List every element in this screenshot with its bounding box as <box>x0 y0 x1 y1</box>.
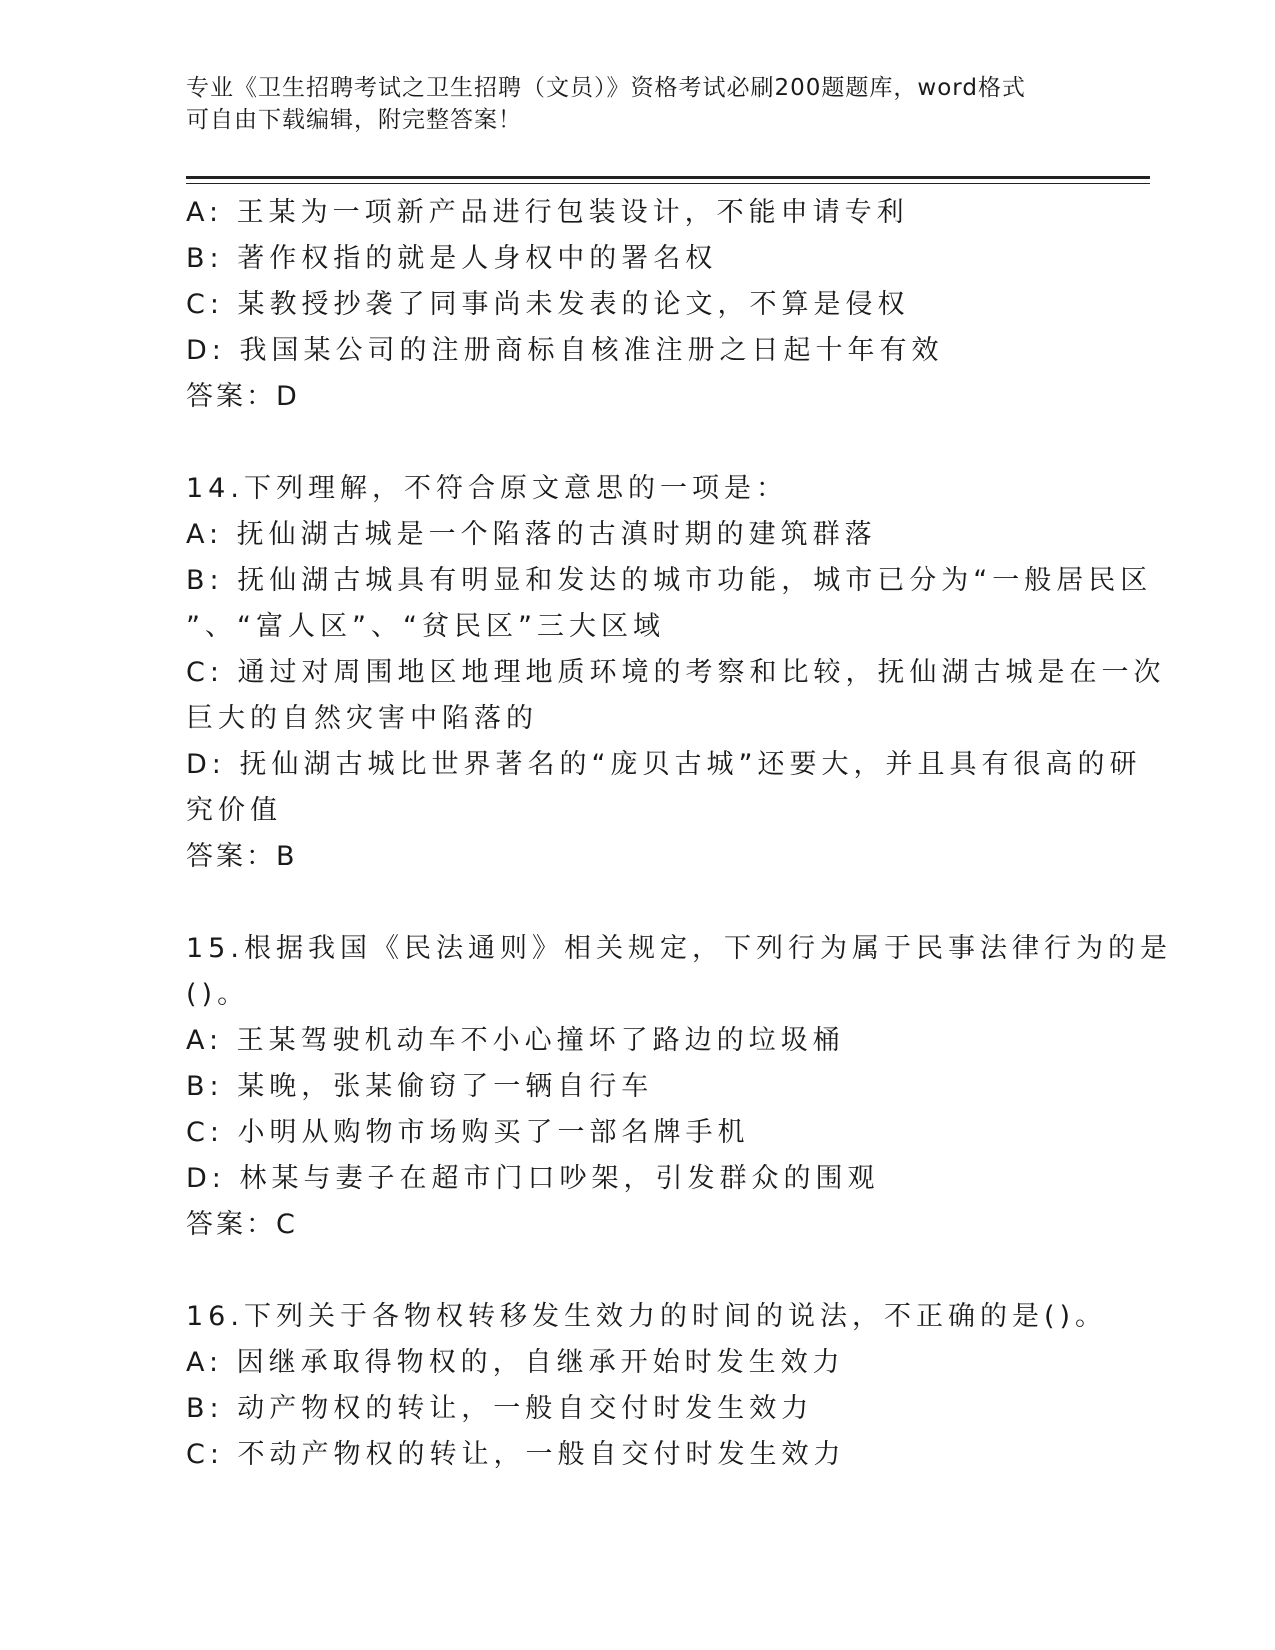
option-b: B: 抚仙湖古城具有明显和发达的城市功能，城市已分为“一般居民区 <box>186 565 1153 596</box>
header-divider-thin <box>186 183 1150 184</box>
question-stem: 15.根据我国《民法通则》相关规定，下列行为属于民事法律行为的是 <box>186 933 1172 964</box>
question-stem: 16.下列关于各物权转移发生效力的时间的说法，不正确的是()。 <box>186 1301 1108 1332</box>
answer: 答案：D <box>186 381 300 412</box>
spacer <box>186 1248 1086 1294</box>
header-divider-thick <box>186 176 1150 179</box>
question-13 <box>186 190 1086 420</box>
option-c: C: 小明从购物市场购买了一部名牌手机 <box>186 1117 750 1148</box>
option-d: D: 我国某公司的注册商标自核准注册之日起十年有效 <box>186 335 944 366</box>
option-d: D: 抚仙湖古城比世界著名的“庞贝古城”还要大，并且具有很高的研 <box>186 749 1142 780</box>
option-d: D: 林某与妻子在超市门口吵架，引发群众的围观 <box>186 1163 880 1194</box>
header-title-line-1: 专业《卫生招聘考试之卫生招聘（文员）》资格考试必刷200题题库，word格式 <box>186 75 1026 101</box>
option-c: C: 不动产物权的转让，一般自交付时发生效力 <box>186 1439 846 1470</box>
option-d-continued: 究价值 <box>186 795 282 826</box>
document-header <box>186 72 1086 136</box>
answer: 答案：C <box>186 1209 298 1240</box>
option-c: C: 某教授抄袭了同事尚未发表的论文，不算是侵权 <box>186 289 910 320</box>
option-c-continued: 巨大的自然灾害中陷落的 <box>186 703 538 734</box>
question-stem: 14.下列理解，不符合原文意思的一项是： <box>186 473 788 504</box>
question-16 <box>186 1294 1108 1478</box>
option-b-continued: ”、“富人区”、“贫民区”三大区域 <box>186 611 665 642</box>
spacer <box>186 880 1086 926</box>
option-a: A: 王某为一项新产品进行包装设计，不能申请专利 <box>186 197 909 228</box>
question-14 <box>186 466 1166 880</box>
spacer <box>186 420 1086 466</box>
option-b: B: 著作权指的就是人身权中的署名权 <box>186 243 718 274</box>
option-c: C: 通过对周围地区地理地质环境的考察和比较，抚仙湖古城是在一次 <box>186 657 1166 688</box>
option-b: B: 动产物权的转让，一般自交付时发生效力 <box>186 1393 814 1424</box>
option-a: A: 抚仙湖古城是一个陷落的古滇时期的建筑群落 <box>186 519 877 550</box>
answer: 答案：B <box>186 841 298 872</box>
header-title-line-2: 可自由下载编辑，附完整答案！ <box>186 107 522 133</box>
option-b: B: 某晚，张某偷窃了一辆自行车 <box>186 1071 654 1102</box>
option-a: A: 王某驾驶机动车不小心撞坏了路边的垃圾桶 <box>186 1025 845 1056</box>
option-a: A: 因继承取得物权的，自继承开始时发生效力 <box>186 1347 845 1378</box>
question-stem-continued: ()。 <box>186 979 250 1010</box>
question-content <box>186 190 1172 1478</box>
question-15 <box>186 926 1172 1248</box>
